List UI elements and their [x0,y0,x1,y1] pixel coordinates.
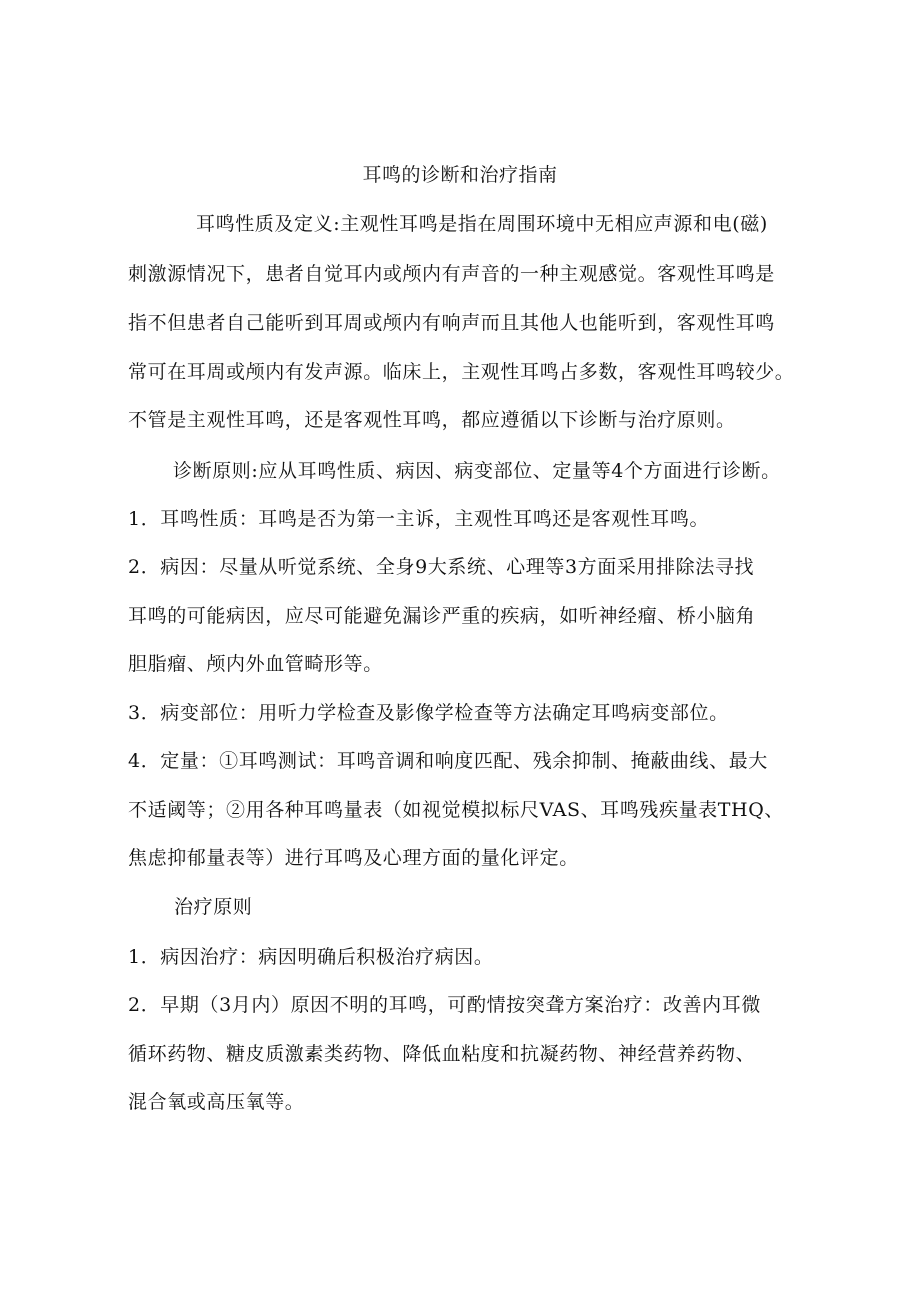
diagnosis-item-2-line-1: 2．病因：尽量从听觉系统、全身9大系统、心理等3方面采用排除法寻找 [128,556,755,578]
diagnosis-item-3: 3．病变部位：用听力学检查及影像学检查等方法确定耳鸣病变部位。 [128,702,729,724]
treatment-item-2-line-2: 循环药物、糖皮质激素类药物、降低血粘度和抗凝药物、神经营养药物、 [128,1043,756,1065]
diagnosis-item-4-line-1: 4．定量：①耳鸣测试：耳鸣音调和响度匹配、残余抑制、掩蔽曲线、最大 [128,750,768,772]
treatment-item-2-line-3: 混合氧或高压氧等。 [128,1091,305,1113]
definition-line-2: 刺激源情况下，患者自觉耳内或颅内有声音的一种主观感觉。客观性耳鸣是 [128,263,775,285]
diagnosis-item-4-line-3: 焦虑抑郁量表等）进行耳鸣及心理方面的量化评定。 [128,847,579,869]
definition-line-4: 常可在耳周或颅内有发声源。临床上，主观性耳鸣占多数，客观性耳鸣较少。 [128,361,795,383]
treatment-item-1: 1．病因治疗：病因明确后积极治疗病因。 [128,946,494,968]
diagnosis-item-4-line-2: 不适阈等；②用各种耳鸣量表（如视觉模拟标尺VAS、耳鸣残疾量表THQ、 [128,799,784,821]
diagnosis-principle: 诊断原则:应从耳鸣性质、病因、病变部位、定量等4个方面进行诊断。 [173,460,781,482]
diagnosis-item-1: 1．耳鸣性质：耳鸣是否为第一主诉，主观性耳鸣还是客观性耳鸣。 [128,508,710,530]
treatment-heading: 治疗原则 [174,896,253,918]
definition-line-1: 耳鸣性质及定义:主观性耳鸣是指在周围环境中无相应声源和电(磁) [196,213,768,235]
diagnosis-item-2-line-3: 胆脂瘤、颅内外血管畸形等。 [128,653,383,675]
diagnosis-item-2-line-2: 耳鸣的可能病因，应尽可能避免漏诊严重的疾病，如听神经瘤、桥小脑角 [128,605,756,627]
treatment-item-2-line-1: 2．早期（3月内）原因不明的耳鸣，可酌情按突聋方案治疗：改善内耳微 [128,994,761,1016]
page-title: 耳鸣的诊断和治疗指南 [362,164,558,186]
definition-line-5: 不管是主观性耳鸣，还是客观性耳鸣，都应遵循以下诊断与治疗原则。 [128,409,736,431]
definition-line-3: 指不但患者自己能听到耳周或颅内有响声而且其他人也能听到，客观性耳鸣 [128,312,775,334]
